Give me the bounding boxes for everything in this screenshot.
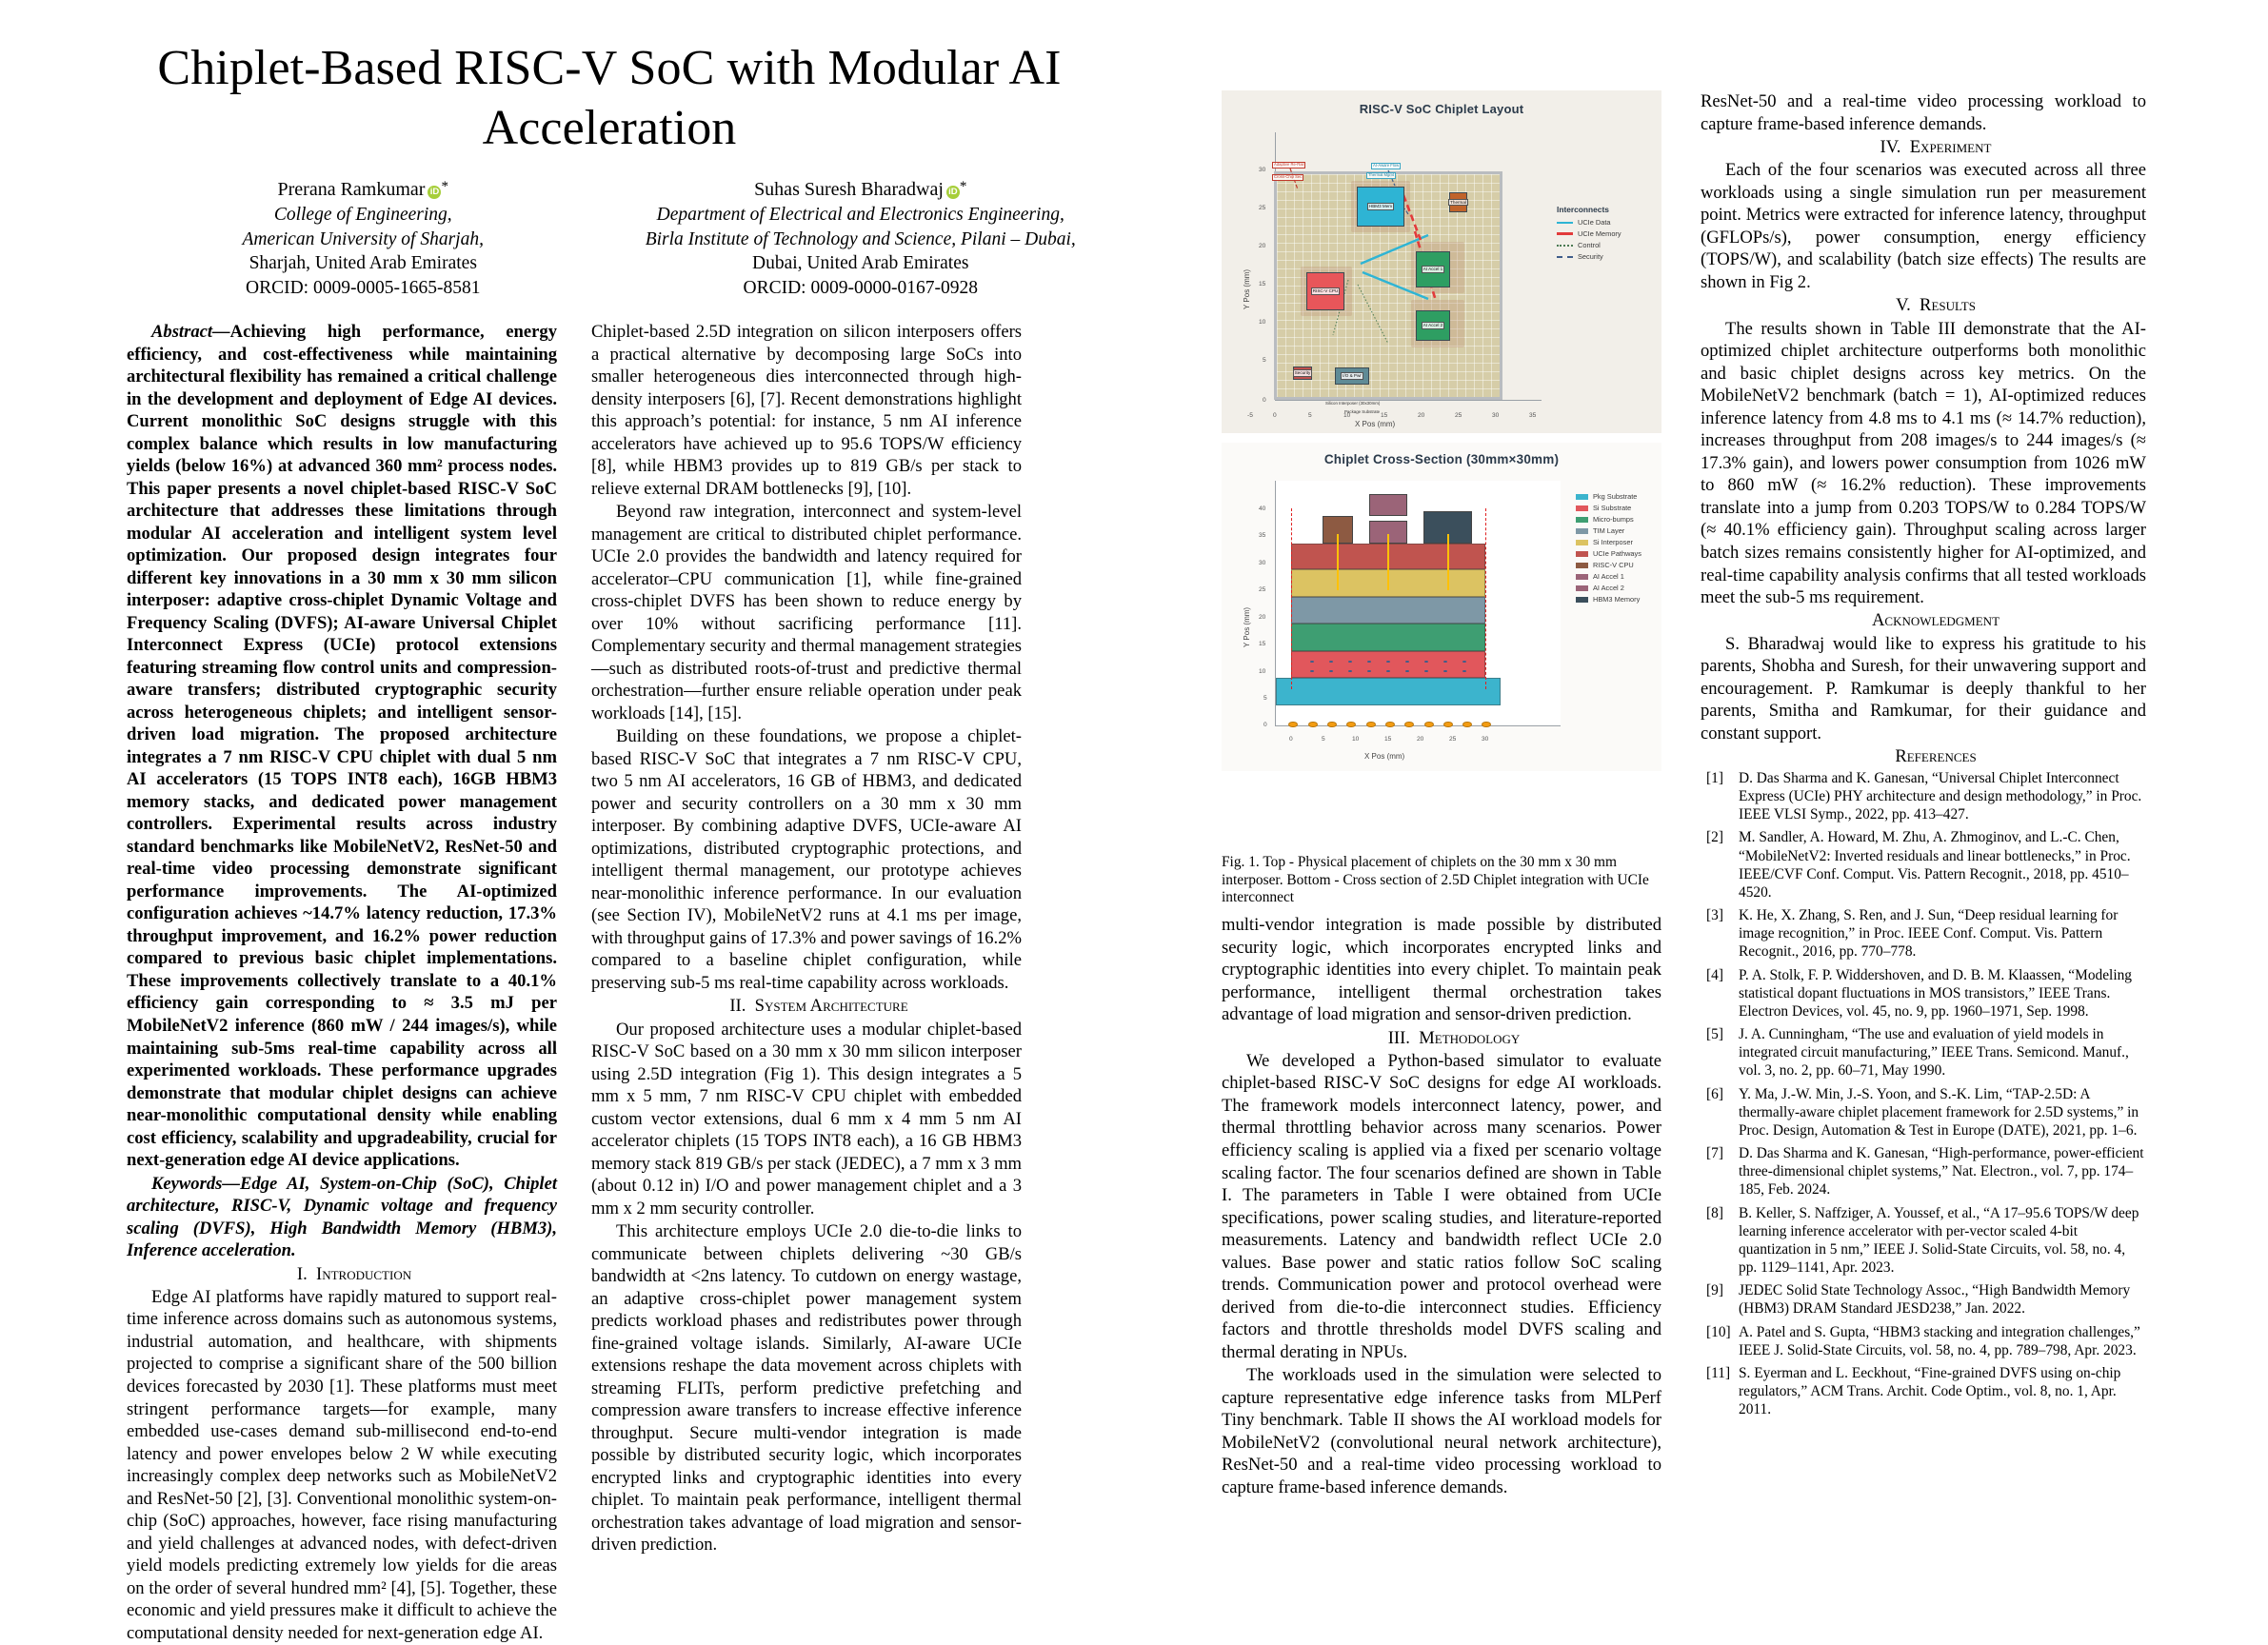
intro-paragraph-1-cont: Chiplet-based 2.5D integration on silicon interposers offers a practical alternative by decomposing large SoCs into smaller heterogeneous dies interconnected through high-density interposers [6], [7]. Recent demonstrations highlight this approach’s potential: for instance, 5 nm AI inference accelerators have achieved up to 95.6 TOPS/W efficiency [8], while HBM3 provides up to 819 GB/s per stack to relieve external DRAM bottlenecks [9], [10].	[591, 322, 1022, 499]
reference-number: [9]	[1706, 1282, 1723, 1299]
annotation-ai-aware-flow: AI-Aware Flow	[1373, 163, 1400, 168]
legend-swatch-security	[1557, 256, 1573, 258]
abstract-text: Achieving high performance, energy efficiency, and cost-effectiveness while maintaining architectural flexibility has remained a critical challenge in the development and deployment of Edge AI devices. Current monolithic SoC designs struggle with this complex balance which results in low manufacturing yields (below 16%) at advanced 360 mm² process nodes. This paper presents a novel chiplet-based RISC-V SoC architecture that addresses these limitations through modular AI acceleration and intelligent system level optimization. Our proposed design integrates four different key innovations in a 30 mm x 30 mm silicon interposer: adaptive cross-chiplet Dynamic Voltage and Frequency Scaling (DVFS); AI-aware Universal Chiplet Interconnect Express (UCIe) protocol extensions featuring streaming flow control units and compression-aware transfers; distributed cryptographic security across heterogeneous chiplets; and intelligent sensor-driven load migration. The proposed architecture integrates a 7 nm RISC-V CPU chiplet with dual 5 nm AI accelerators (15 TOPS INT8 each), 16GB HBM3 memory stacks, and dedicated power management controllers. Experimental results across industry standard benchmarks like MobileNetV2, ResNet-50 and real-time video processing demonstrate significant performance improvements. The AI-optimized configuration achieves ~14.7% latency reduction, 17.3% throughput improvement, and 16.2% power reduction compared to previous basic chiplet implementations. These improvements collectively translate to a 40.1% efficiency gain corresponding to ≈ 3.5 mJ per MobileNetV2 inference (860 mW / 244 images/s), while maintaining sub-5ms real-time capability across all experimented workloads. These performance upgrades demonstrate that modular chiplet designs can achieve near-monolithic computational density while enabling cost efficiency, scalability and upgradeability, crucial for next-generation edge AI device applications.	[127, 322, 557, 1171]
intro-paragraph-2: Beyond raw integration, interconnect and system-level management are critical to distributed chiplet performance. UCIe 2.0 provides the bandwidth and latency required for accelerator–CPU communication [1], while fine-grained cross-chiplet DVFS has been shown to reduce energy by over 10% without sacrificing performance [11]. Complementary security and thermal management strategies—such as distributed roots-of-trust and predictive thermal orchestration—further ensure reliable operation under peak workloads [14], [15].	[591, 502, 1022, 723]
legend-swatch-ucie-memory	[1557, 232, 1573, 235]
section-numeral: I.	[296, 1263, 308, 1284]
reference-text: D. Das Sharma and K. Ganesan, “High-performance, power-efficient three-dimensional chiplet systems,” Nat. Electron., vol. 7, pp. 174–185, Feb. 2024.	[1739, 1145, 2144, 1199]
x-axis-label: X Pos (mm)	[1364, 752, 1405, 761]
legend-item	[1576, 572, 1641, 581]
legend-label: AI Accel 2	[1593, 584, 1624, 592]
reference-text: M. Sandler, A. Howard, M. Zhu, A. Zhmoginov, and L.-C. Chen, “MobileNetV2: Inverted residuals and linear bottlenecks,” in Proc. IEEE/CVF Conf. Comput. Vis. Pattern Recognit., 2018, pp. 4510–4520.	[1739, 829, 2131, 901]
legend-item	[1557, 241, 1621, 249]
legend-label: Security	[1578, 252, 1603, 261]
solder-ball	[1462, 722, 1472, 727]
intro-paragraph-3: Building on these foundations, we propose a chiplet-based RISC-V SoC that integrates a 7 nm RISC-V CPU, two 5 nm AI accelerators, 16 GB of HBM3, and dedicated power and security controllers on a 30 mm x 30 mm interposer. By combining adaptive DVFS, UCIe-aware AI optimizations, distributed cryptographic protections, and intelligent thermal management, our prototype achieves near-monolithic inference performance. In our evaluation (see Section IV), MobileNetV2 runs at 4.1 ms per image, with throughput gains of 17.3% and power savings of 16.2% compared to a baseline chiplet configuration, while preserving sub-5 ms real-time capability across workloads.	[591, 726, 1022, 993]
section-heading-introduction	[127, 1263, 557, 1286]
x-tick-label: 25	[1449, 736, 1457, 743]
y-tick-label: 20	[1259, 243, 1266, 249]
x-tick-label: 5	[1322, 736, 1325, 743]
section-title: Experiment	[1909, 136, 1992, 157]
x-tick-label: 30	[1492, 412, 1500, 419]
legend-item	[1576, 492, 1641, 501]
sysarch-paragraph-2: This architecture employs UCIe 2.0 die-to-die links to communicate between chiplets delivering ~30 GB/s bandwidth at <2ns latency. To cutdown on energy wastage, an adaptive cross-chiplet power management system predicts workload phases and redistributes power through fine-grained voltage islands. Similarly, AI-aware UCIe extensions reshape the data movement across chiplets with streaming FLITs, perform predictive prefetching and compression aware transfers to increase effective inference throughput. Secure multi-vendor integration is made possible by distributed security logic, which incorporates encrypted links and cryptographic identities into every chiplet. To maintain peak performance, intelligent thermal orchestration takes advantage of load migration and sensor-driven prediction.	[591, 1221, 1022, 1556]
legend-item	[1557, 229, 1621, 238]
legend-label: AI Accel 1	[1593, 572, 1624, 581]
keywords-text: Edge AI, System-on-Chip (SoC), Chiplet architecture, RISC-V, Dynamic voltage and frequency scaling (DVFS), High Bandwidth Memory (HBM3), Inference acceleration.	[127, 1173, 557, 1261]
y-tick-label: 0	[1263, 397, 1266, 404]
micro-bump	[1310, 661, 1314, 663]
chart-chiplet-layout	[1222, 90, 1661, 433]
section-title: System Architecture	[754, 996, 908, 1017]
reference-number: [3]	[1706, 907, 1723, 924]
legend-item	[1576, 515, 1641, 524]
section-title: Methodology	[1419, 1027, 1521, 1048]
legend-label: UCIe Data	[1578, 218, 1611, 227]
legend-item	[1576, 538, 1641, 546]
x-tick-label: 15	[1384, 736, 1392, 743]
legend-label: Si Substrate	[1593, 504, 1632, 512]
legend-swatch-si-interposer	[1576, 540, 1588, 545]
chiplet-label: I/O & Pwr	[1343, 373, 1362, 379]
legend-swatch-micro-bumps	[1576, 517, 1588, 523]
chiplet-block-io-power	[1335, 367, 1369, 385]
section-title: Results	[1920, 295, 1976, 316]
reference-text: D. Das Sharma and K. Ganesan, “Universal Chiplet Interconnect Express (UCIe) PHY architecture and design methodology,” in Proc. IEEE VLSI Symp., 2022, pp. 413–427.	[1739, 769, 2142, 823]
micro-bump	[1310, 670, 1314, 672]
legend-interconnects	[1557, 205, 1621, 264]
results-paragraph-1: The results shown in Table III demonstrate that the AI-optimized chiplet architecture outperforms both monolithic and basic chiplet designs across key metrics. On the MobileNetV2 benchmark (batch = 1), AI-optimized reduces inference latency from 4.8 ms to 4.1 ms (≈ 14.7% reduction), increases throughput from 208 images/s to 244 images/s (≈ 17.3% gain), and lowers power consumption from 1026 mW to 860 mW (≈ 16.2% reduction). These improvements translate into a jump from 0.203 TOPS/W to 0.284 TOPS/W (≈ 40.1% efficiency gain). Throughput scaling across larger batch sizes remains consistently higher for AI-optimized, and real-time capability analysis confirms that all tested workloads meet the sub-5 ms requirement.	[1701, 318, 2146, 608]
legend-item	[1576, 526, 1641, 535]
legend-swatch-control	[1557, 245, 1573, 247]
section-numeral: V.	[1896, 295, 1911, 316]
figure-caption: Fig. 1. Top - Physical placement of chiplets on the 30 mm x 30 mm interposer. Bottom - Cross section of 2.5D Chiplet integration with UCIe interconnect	[1222, 854, 1649, 906]
legend-swatch-pkg-substrate	[1576, 494, 1588, 500]
reference-list	[1701, 769, 2146, 1419]
author-name-line	[114, 177, 612, 203]
micro-bump	[1329, 661, 1333, 663]
chiplet-block-thermal	[1449, 192, 1467, 212]
package-substrate-caption: Package Substrate	[1344, 409, 1381, 414]
legend-label: Pkg Substrate	[1593, 492, 1638, 501]
annotation-cross-chip-sec: Cross-Chip Sec	[1274, 174, 1303, 179]
x-tick-label: 20	[1418, 412, 1425, 419]
solder-ball	[1424, 722, 1434, 727]
tsv-line	[1387, 534, 1389, 590]
section-heading-experiment	[1701, 136, 2146, 159]
author-location: Sharjah, United Arab Emirates	[249, 253, 477, 274]
edge-marker-left	[1291, 508, 1292, 689]
legend-swatch-ucie-pathways	[1576, 551, 1588, 557]
methodology-paragraph-2-cont: ResNet-50 and a real-time video processing workload to capture frame-based inference demands.	[1701, 91, 2146, 134]
reference-item	[1701, 1144, 2146, 1199]
author-orcid: ORCID: 0009-0005-1665-8581	[246, 278, 481, 299]
micro-bump	[1462, 661, 1466, 663]
y-tick-label: 25	[1259, 205, 1266, 211]
column-2	[591, 321, 1022, 1557]
micro-bump	[1424, 661, 1428, 663]
reference-item	[1701, 1281, 2146, 1318]
corresponding-asterisk: *	[441, 179, 448, 194]
keywords-paragraph	[127, 1173, 557, 1262]
legend-swatch-ai-accel-1	[1576, 574, 1588, 580]
legend-label: HBM3 Memory	[1593, 595, 1641, 604]
author-orcid: ORCID: 0009-0000-0167-0928	[743, 278, 978, 299]
y-tick-label: 0	[1263, 722, 1267, 728]
y-tick-label: 35	[1259, 532, 1266, 539]
legend-label: Control	[1578, 241, 1601, 249]
x-axis-label: X Pos (mm)	[1355, 420, 1396, 428]
reference-item	[1701, 1364, 2146, 1419]
micro-bump	[1367, 661, 1371, 663]
y-tick-label: 40	[1259, 505, 1266, 512]
solder-ball	[1443, 722, 1453, 727]
layer-pkg-substrate	[1276, 678, 1501, 705]
author-name: Suhas Suresh Bharadwaj	[754, 179, 944, 200]
micro-bump	[1443, 661, 1447, 663]
edge-marker-right	[1485, 508, 1486, 689]
x-tick-label: 20	[1417, 736, 1424, 743]
section-heading-results	[1701, 294, 2146, 317]
chiplet-label: AI Accel 2	[1422, 323, 1443, 328]
annotation-thermal-mgmt: Thermal Mgmt	[1368, 172, 1394, 177]
reference-item	[1701, 828, 2146, 902]
reference-number: [2]	[1706, 829, 1723, 846]
interposer-caption: Silicon Interposer (30x30mm)	[1325, 401, 1381, 406]
reference-number: [5]	[1706, 1026, 1723, 1043]
micro-bump	[1386, 661, 1390, 663]
micro-bump	[1462, 670, 1466, 672]
figure-1	[1222, 90, 1661, 771]
tsv-line	[1337, 534, 1339, 590]
page-title: Chiplet-Based RISC-V SoC with Modular AI Acceleration	[157, 41, 1062, 156]
interconnect-lines	[1276, 132, 1542, 401]
reference-number: [1]	[1706, 769, 1723, 786]
legend-swatch-ucie-data	[1557, 222, 1573, 224]
solder-ball	[1308, 722, 1318, 727]
y-tick-label: 15	[1259, 641, 1266, 647]
reference-text: A. Patel and S. Gupta, “HBM3 stacking and integration challenges,” IEEE J. Solid-State Circuits, vol. 58, no. 4, pp. 789–798, Apr. 2023.	[1739, 1323, 2140, 1358]
solder-ball	[1327, 722, 1337, 727]
section-numeral: II.	[729, 996, 746, 1017]
chiplet-label: Security	[1294, 370, 1311, 376]
solder-ball	[1385, 722, 1395, 727]
legend-swatch-hbm3-memory	[1576, 597, 1588, 603]
reference-text: Y. Ma, J.-W. Min, J.-S. Yoon, and S.-K. Lim, “TAP-2.5D: A thermally-aware chiplet placement framework for 2.5D systems,” in Proc. Design, Automation & Test in Europe (DATE), 2021, pp. 1–6.	[1739, 1085, 2139, 1139]
solder-ball	[1366, 722, 1376, 727]
y-tick-label: 25	[1259, 586, 1266, 593]
reference-item	[1701, 1204, 2146, 1278]
section-heading-methodology	[1222, 1027, 1661, 1050]
solder-ball	[1404, 722, 1414, 727]
x-tick-label: 10	[1343, 412, 1351, 419]
x-tick-label: 35	[1529, 412, 1537, 419]
y-axis-label: Y Pos (mm)	[1243, 606, 1251, 647]
y-axis-label: Y Pos (mm)	[1243, 268, 1251, 309]
author-name: Prerana Ramkumar	[277, 179, 426, 200]
orcid-icon[interactable]: iD	[428, 186, 441, 199]
x-tick-label: 5	[1308, 412, 1312, 419]
author-location: Dubai, United Arab Emirates	[752, 253, 969, 274]
legend-label: Si Interposer	[1593, 538, 1633, 546]
y-tick-label: 20	[1259, 614, 1266, 621]
author-entry	[114, 177, 612, 301]
column-3	[1222, 914, 1661, 1499]
legend-swatch-ai-accel-2	[1576, 585, 1588, 591]
author-entry	[612, 177, 1110, 301]
author-dept: Department of Electrical and Electronics Engineering,	[656, 204, 1064, 225]
x-tick-label: 10	[1352, 736, 1360, 743]
x-tick-label: 0	[1273, 412, 1277, 419]
section-numeral: IV.	[1880, 136, 1901, 157]
section-numeral: III.	[1387, 1027, 1410, 1048]
x-tick-label: 0	[1289, 736, 1293, 743]
legend-label: UCIe Pathways	[1593, 549, 1641, 558]
sysarch-paragraph-2-cont: multi-vendor integration is made possible by distributed security logic, which incorporates encrypted links and cryptographic identities into every chiplet. To maintain peak performance, intelligent thermal orchestration takes advantage of load migration and sensor-driven prediction.	[1222, 915, 1661, 1025]
author-block	[114, 177, 1109, 301]
reference-text: B. Keller, S. Naffziger, A. Youssef, et al., “A 17–95.6 TOPS/W deep learning inference accelerator with per-vector scaled 4-bit quantization in 5 nm,” IEEE J. Solid-State Circuits, vol. 58, no. 4, pp. 1129–1141, Apr. 2023.	[1739, 1204, 2139, 1277]
methodology-paragraph-1: We developed a Python-based simulator to evaluate chiplet-based RISC-V SoC designs for edge AI workloads. The framework models interconnect latency, power, and thermal throttling behavior across many scenarios. Power efficiency scaling is applied via a fixed per scenario voltage scaling factor. The four scenarios defined are shown in Table I. The parameters in Table I were obtained from UCIe specifications, power scaling studies, and literature-reported measurements. Latency and bandwidth reflect UCIe 2.0 values. Base power and static ratios follow SoC scaling trends. Communication power and protocol overhead were derived from die-to-die interconnect studies. Efficiency factors and throttle thresholds model DVFS scaling and thermal derating in NPUs.	[1222, 1050, 1661, 1362]
micro-bump	[1329, 670, 1333, 672]
legend-swatch-riscv-cpu	[1576, 563, 1588, 568]
acknowledgment-paragraph: S. Bharadwaj would like to express his gratitude to his parents, Shobha and Suresh, for their unwavering support and encouragement. P. Ramkumar is deeply thankful to her parents, Smitha and Ramkumar, for their guidance and constant support.	[1701, 633, 2146, 743]
solder-ball	[1346, 722, 1356, 727]
reference-text: K. He, X. Zhang, S. Ren, and J. Sun, “Deep residual learning for image recognition,” in Proc. IEEE Conf. Comput. Vis. Pattern Recognit., 2016, pp. 770–778.	[1739, 907, 2119, 961]
chiplet-label: Thermal	[1450, 199, 1466, 205]
author-org: American University of Sharjah,	[242, 228, 484, 249]
legend-label: RISC-V CPU	[1593, 561, 1634, 569]
y-tick-label: 30	[1259, 167, 1266, 173]
x-tick-label: 15	[1381, 412, 1388, 419]
sysarch-paragraph-1: Our proposed architecture uses a modular chiplet-based RISC-V SoC based on a 30 mm x 30 mm silicon interposer using 2.5D integration (Fig 1). This design integrates a 5 mm x 5 mm, 7 nm RISC-V CPU chiplet with embedded custom vector extensions, dual 6 mm x 4 mm 5 nm AI accelerator chiplets (15 TOPS INT8 each), a 16 GB HBM3 memory stack 819 GB/s per stack (JEDEC), a 7 mm x 3 mm (about 0.12 in) I/O and power management chiplet and a 3 mm x 2 mm security controller.	[591, 1019, 1022, 1219]
column-1	[127, 321, 557, 1645]
methodology-paragraph-2: The workloads used in the simulation were selected to capture representative edge inference tasks from MLPerf Tiny benchmark. Table II shows the AI workload models for MobileNetV2 (convolutional neural network architecture), ResNet-50 and a real-time video processing workload to capture frame-based inference demands.	[1222, 1365, 1661, 1497]
reference-number: [8]	[1706, 1204, 1723, 1221]
chart-title-layout: RISC-V SoC Chiplet Layout	[1359, 102, 1524, 116]
author-org: Birla Institute of Technology and Science, Pilani – Dubai,	[645, 228, 1076, 249]
reference-text: P. A. Stolk, F. P. Widdershoven, and D. B. M. Klaassen, “Modeling statistical dopant fluctuations in MOS transistors,” IEEE Trans. Electron Devices, vol. 45, no. 9, pp. 1960–1971, Sep. 1998.	[1739, 966, 2132, 1020]
micro-bump	[1348, 661, 1352, 663]
micro-bump	[1348, 670, 1352, 672]
micro-bump	[1424, 670, 1428, 672]
y-tick-label: 5	[1263, 357, 1266, 364]
keywords-label: Keywords—	[151, 1173, 240, 1194]
micro-bump	[1443, 670, 1447, 672]
legend-cross-section	[1576, 492, 1641, 606]
x-tick-label: -5	[1247, 412, 1253, 419]
reference-text: J. A. Cunningham, “The use and evaluation of yield models in integrated circuit manufacturing,” IEEE Trans. Semicond. Manuf., vol. 3, no. 2, pp. 60–71, May 1990.	[1739, 1026, 2129, 1080]
reference-number: [10]	[1706, 1323, 1731, 1340]
annotation-adaptive-rerail: Adaptive Re-Rail	[1274, 162, 1304, 167]
reference-item	[1701, 1085, 2146, 1140]
layer-si-substrate	[1291, 651, 1485, 678]
reference-text: JEDEC Solid State Technology Assoc., “High Bandwidth Memory (HBM3) DRAM Standard JESD238,” Jan. 2022.	[1739, 1282, 2131, 1318]
die-ai-accel-1	[1369, 494, 1407, 516]
chart-chiplet-cross-section	[1222, 443, 1661, 771]
orcid-icon[interactable]: iD	[946, 186, 960, 199]
reference-number: [7]	[1706, 1145, 1723, 1162]
chiplet-label: RISC-V CPU	[1312, 288, 1339, 294]
legend-label: Micro-bumps	[1593, 515, 1634, 524]
section-heading-acknowledgment: Acknowledgment	[1871, 610, 2000, 631]
chiplet-block-ai-accel-2	[1416, 310, 1450, 341]
solder-ball	[1482, 722, 1491, 727]
experiment-paragraph-1: Each of the four scenarios was executed across all three workloads using a single simulation run per measurement point. Metrics were extracted for inference latency, throughput (GFLOPs/s), power consumption, energy efficiency (TOPS/W), and scalability (batch size effects) The results are shown in Fig 2.	[1701, 160, 2146, 292]
reference-number: [6]	[1706, 1085, 1723, 1102]
chiplet-block-ai-accel-1	[1416, 251, 1450, 287]
section-title: Introduction	[316, 1263, 412, 1284]
legend-label: UCIe Memory	[1578, 229, 1621, 238]
chart-title-cross-section: Chiplet Cross-Section (30mm×30mm)	[1323, 452, 1560, 466]
legend-item	[1576, 584, 1641, 592]
legend-item	[1557, 252, 1621, 261]
legend-label: TIM Layer	[1593, 526, 1625, 535]
reference-item	[1701, 906, 2146, 961]
chiplet-label: HBM3 Mem	[1368, 204, 1393, 209]
section-heading-system-architecture	[591, 995, 1022, 1018]
chiplet-block-riscv-cpu	[1306, 272, 1344, 310]
tsv-line	[1447, 534, 1449, 590]
y-tick-label: 10	[1259, 668, 1266, 675]
legend-item	[1576, 595, 1641, 604]
references-heading: References	[1895, 746, 1977, 767]
column-4	[1701, 90, 2146, 1424]
y-tick-label: 5	[1263, 695, 1267, 702]
solder-ball	[1288, 722, 1298, 727]
legend-item	[1576, 504, 1641, 512]
reference-number: [11]	[1706, 1365, 1731, 1381]
legend-swatch-si-substrate	[1576, 505, 1588, 511]
abstract-paragraph	[127, 321, 557, 1172]
reference-item	[1701, 1025, 2146, 1080]
title-block	[114, 38, 1104, 159]
intro-paragraph-1: Edge AI platforms have rapidly matured to support real-time inference across domains such as autonomous systems, industrial automation, and healthcare, with shipments projected to comprise a significant share of the 500 billion devices forecasted by 2030 [1]. These platforms must meet stringent performance targets—for example, many embedded use-cases demand sub-millisecond end-to-end latency and power envelopes below 2 W while executing increasingly complex deep networks such as MobileNetV2 and ResNet-50 [2], [3]. Conventional monolithic system-on-chip (SoC) approaches, however, face rising manufacturing and yield challenges at advanced nodes, with defect-driven yield models predicting extremely low yields for die areas on the order of several hundred mm² [4], [5]. Together, these economic and yield pressures make it difficult to achieve the computational density needed for next-generation edge AI.	[127, 1286, 557, 1643]
micro-bump	[1405, 670, 1409, 672]
micro-bump	[1386, 670, 1390, 672]
micro-bump	[1367, 670, 1371, 672]
reference-text: S. Eyerman and L. Eeckhout, “Fine-grained DVFS using on-chip regulators,” ACM Trans. Archit. Code Optim., vol. 8, no. 1, Apr. 2011.	[1739, 1365, 2121, 1418]
cross-section-plot-area	[1259, 481, 1561, 743]
corresponding-asterisk: *	[959, 179, 967, 194]
legend-item	[1557, 218, 1621, 227]
x-tick-label: 25	[1455, 412, 1462, 419]
chiplet-block-security	[1293, 367, 1312, 380]
chiplet-block-hbm3	[1357, 187, 1404, 227]
reference-item	[1701, 966, 2146, 1021]
chiplet-label: AI Accel 1	[1422, 267, 1443, 272]
author-name-line	[612, 177, 1110, 203]
y-tick-label: 30	[1259, 560, 1266, 566]
abstract-label: Abstract—	[151, 322, 230, 342]
layer-tim	[1291, 597, 1485, 624]
author-dept: College of Engineering,	[273, 204, 452, 225]
reference-item	[1701, 1323, 2146, 1359]
x-tick-label: 30	[1482, 736, 1489, 743]
micro-bump	[1405, 661, 1409, 663]
legend-item	[1576, 549, 1641, 558]
y-tick-label: 10	[1259, 319, 1266, 326]
legend-title: Interconnects	[1557, 205, 1609, 214]
layer-micro-bumps	[1291, 624, 1485, 651]
reference-number: [4]	[1706, 966, 1723, 983]
y-tick-label: 15	[1259, 281, 1266, 287]
reference-item	[1701, 769, 2146, 824]
legend-swatch-tim-layer	[1576, 528, 1588, 534]
legend-item	[1576, 561, 1641, 569]
